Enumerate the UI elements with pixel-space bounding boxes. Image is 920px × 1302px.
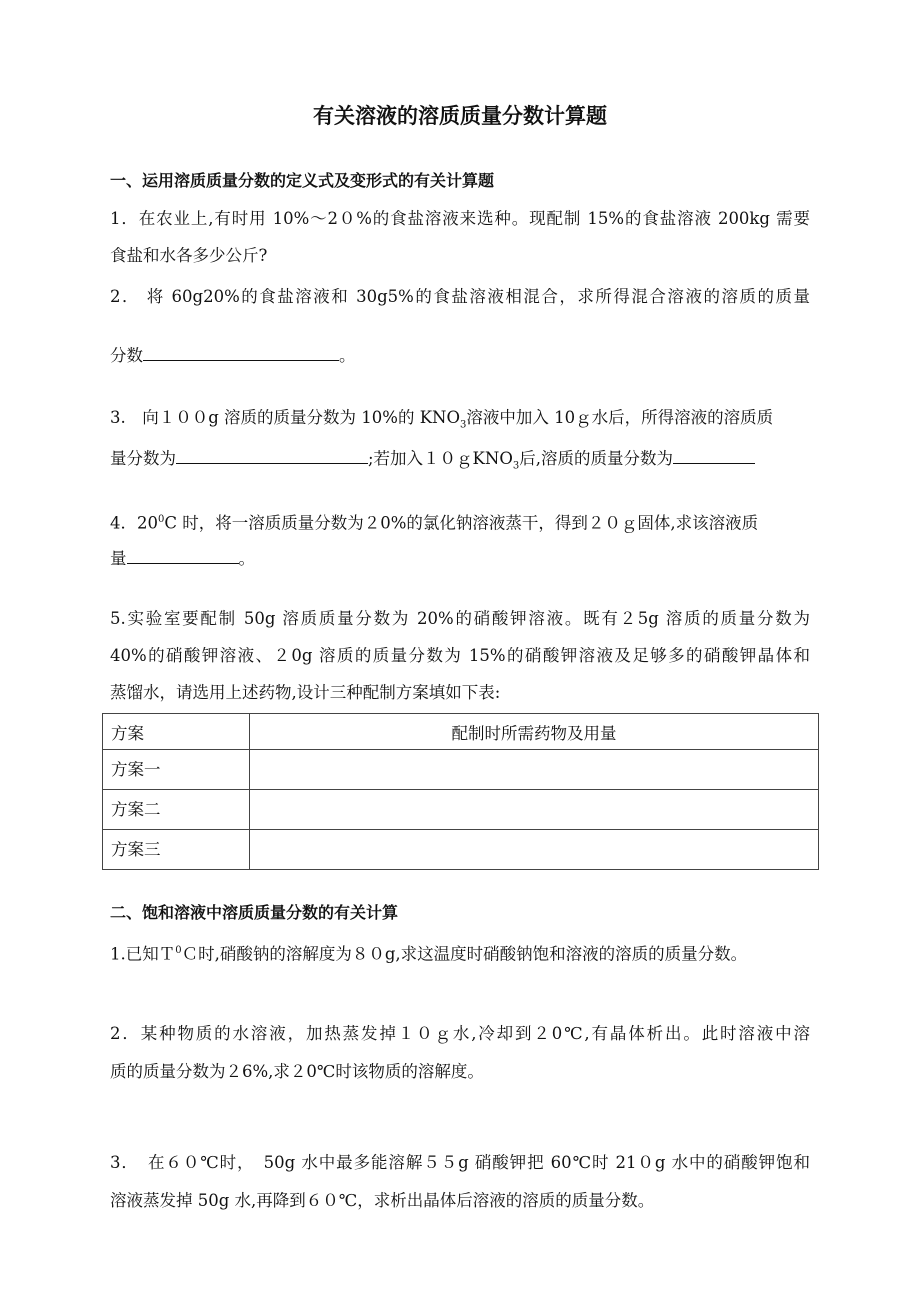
s2-q1-superscript: 0 xyxy=(175,945,182,956)
q4-text-c: 量 xyxy=(110,549,127,568)
table-row xyxy=(103,830,819,870)
q4-text-a: 4．20 xyxy=(110,513,158,533)
table-cell: 方案三 xyxy=(103,830,250,870)
q4-superscript: 0 xyxy=(158,514,165,525)
q3-line1 xyxy=(110,407,810,436)
q5-line3: 蒸馏水，请选用上述药物,设计三种配制方案填如下表: xyxy=(110,683,501,702)
q4-line1 xyxy=(110,509,758,535)
table-row xyxy=(103,750,819,790)
s2-q3-line1: 3． 在６０℃时， 50g 水中最多能溶解５５g 硝酸钾把 60℃时 21０g 水中的硝酸钾饱和 xyxy=(110,1153,810,1172)
q3-text-a: 3. 向１００g 溶质的质量分数为 10%的 KNO xyxy=(110,408,461,427)
q5-line1: 5.实验室要配制 50g 溶质质量分数为 20%的硝酸钾溶液。既有２5g 溶质的质量分数为 xyxy=(110,609,810,628)
q4-text-b: C 时，将一溶质质量分数为２0%的氯化钠溶液蒸干，得到２０ｇ固体,求该溶液质 xyxy=(164,513,759,533)
q1-line1: 1．在农业上,有时用 10%～2０%的食盐溶液来选种。现配制 15%的食盐溶液 200kg 需要 xyxy=(110,209,810,228)
table-header: 方案 xyxy=(103,714,250,750)
table-row xyxy=(103,790,819,830)
q5-line2: 40%的硝酸钾溶液、２0g 溶质的质量分数为 15%的硝酸钾溶液及足够多的硝酸钾晶体和 xyxy=(110,646,810,665)
q3-text-c: 量分数为 xyxy=(110,449,176,468)
s2-q1-line1 xyxy=(110,940,820,966)
s2-q1-text-b: Ｃ时,硝酸钠的溶解度为８０g,求这温度时硝酸钠饱和溶液的溶质的质量分数。 xyxy=(181,944,748,964)
table-header: 配制时所需药物及用量 xyxy=(250,714,819,750)
q3-subscript: 3 xyxy=(460,419,467,431)
table-header-row xyxy=(103,714,819,750)
q3-text-b: 溶液中加入 10ｇ水后，所得溶液的溶质质 xyxy=(466,408,774,427)
q3-answer-blank-2[interactable] xyxy=(673,447,755,464)
q1-line2: 食盐和水各多少公斤? xyxy=(110,246,268,265)
s2-q2-line1: 2．某种物质的水溶液，加热蒸发掉１０ｇ水,冷却到２0℃,有晶体析出。此时溶液中溶 xyxy=(110,1024,810,1043)
q2-end: 。 xyxy=(339,346,356,365)
table-cell-input[interactable] xyxy=(250,790,819,830)
plan-table xyxy=(102,713,819,870)
q2-answer-blank[interactable] xyxy=(143,344,339,361)
q4-end: 。 xyxy=(238,549,255,568)
s2-q3-line2: 溶液蒸发掉 50g 水,再降到６０℃，求析出晶体后溶液的溶质的质量分数。 xyxy=(110,1191,655,1210)
table-cell-input[interactable] xyxy=(250,830,819,870)
document-title: 有关溶液的溶质质量分数计算题 xyxy=(313,104,607,128)
q3-subscript-2: 3 xyxy=(512,460,520,472)
table-cell: 方案二 xyxy=(103,790,250,830)
q2-text: 分数 xyxy=(110,346,143,365)
q2-line1: 2． 将 60g20%的食盐溶液和 30g5%的食盐溶液相混合，求所得混合溶液的溶质的质量 xyxy=(110,287,810,306)
q3-answer-blank-1[interactable] xyxy=(176,447,368,464)
table-cell: 方案一 xyxy=(103,750,250,790)
q3-text-d: ;若加入１０ｇKNO xyxy=(368,449,513,468)
q4-line2 xyxy=(110,547,255,570)
q4-answer-blank[interactable] xyxy=(127,547,239,564)
section2-heading: 二、饱和溶液中溶质质量分数的有关计算 xyxy=(110,903,399,922)
s2-q1-text-a: 1.已知Ｔ xyxy=(110,944,176,964)
section1-heading: 一、运用溶质质量分数的定义式及变形式的有关计算题 xyxy=(110,171,495,190)
q3-text-e: 后,溶质的质量分数为 xyxy=(519,449,673,468)
q2-line2 xyxy=(110,344,356,367)
table-cell-input[interactable] xyxy=(250,750,819,790)
s2-q2-line2: 质的质量分数为２6%,求２0℃时该物质的溶解度。 xyxy=(110,1062,484,1081)
q3-line2 xyxy=(110,447,755,477)
